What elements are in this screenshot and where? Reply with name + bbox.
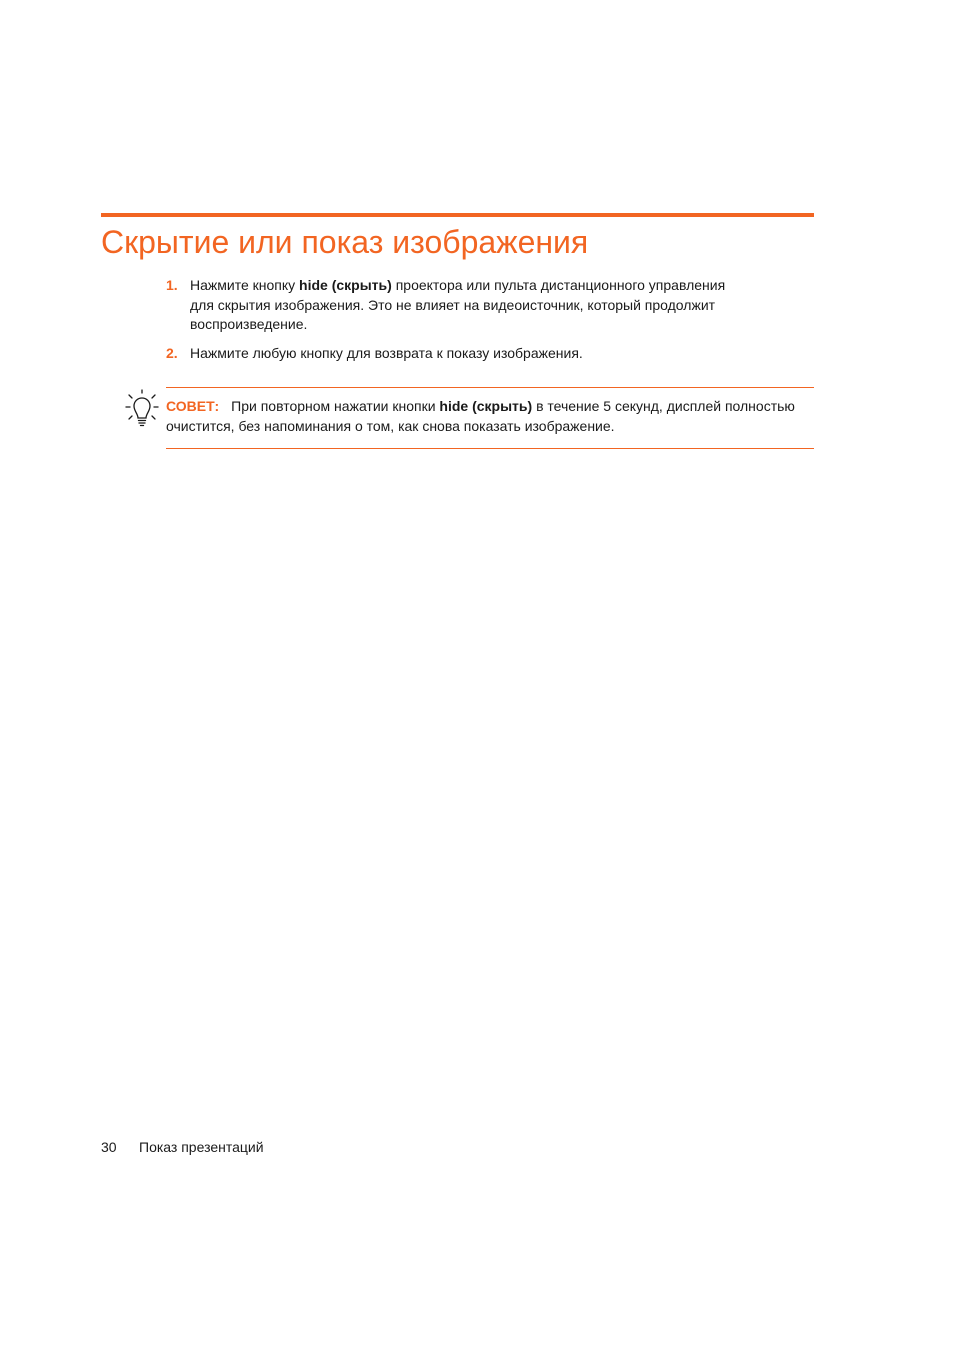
title-rule: [101, 213, 814, 217]
button-name: hide (скрыть): [439, 398, 533, 414]
tip-bottom-rule: [166, 448, 814, 449]
tip-label: СОВЕТ:: [166, 398, 220, 414]
tip-text: СОВЕТ: При повторном нажатии кнопки hide (скрыть) в течение 5 секунд, дисплей полностью очистится, без напоминания о том, как снова показать изображение.: [166, 398, 795, 434]
step-text: Нажмите любую кнопку для возврата к показу изображения.: [190, 344, 583, 361]
step-number: 1.: [166, 277, 178, 293]
lightbulb-icon: [124, 389, 160, 427]
page-footer: [101, 1137, 264, 1157]
list-item: [166, 344, 726, 364]
page-number: 30: [101, 1139, 117, 1155]
section-title: Скрытие или показ изображения: [101, 224, 589, 260]
button-name: hide (скрыть): [299, 277, 392, 293]
step-text: Нажмите кнопку hide (скрыть) проектора или пульта дистанционного управления для скрытия изображения. Это не влияет на видеоисточник, который продолжит воспроизведение.: [190, 277, 726, 332]
chapter-title: Показ презентаций: [139, 1139, 264, 1155]
step-number: 2.: [166, 344, 178, 361]
steps-list: [166, 276, 726, 372]
list-item: [166, 276, 726, 335]
tip-top-rule: [166, 387, 814, 388]
